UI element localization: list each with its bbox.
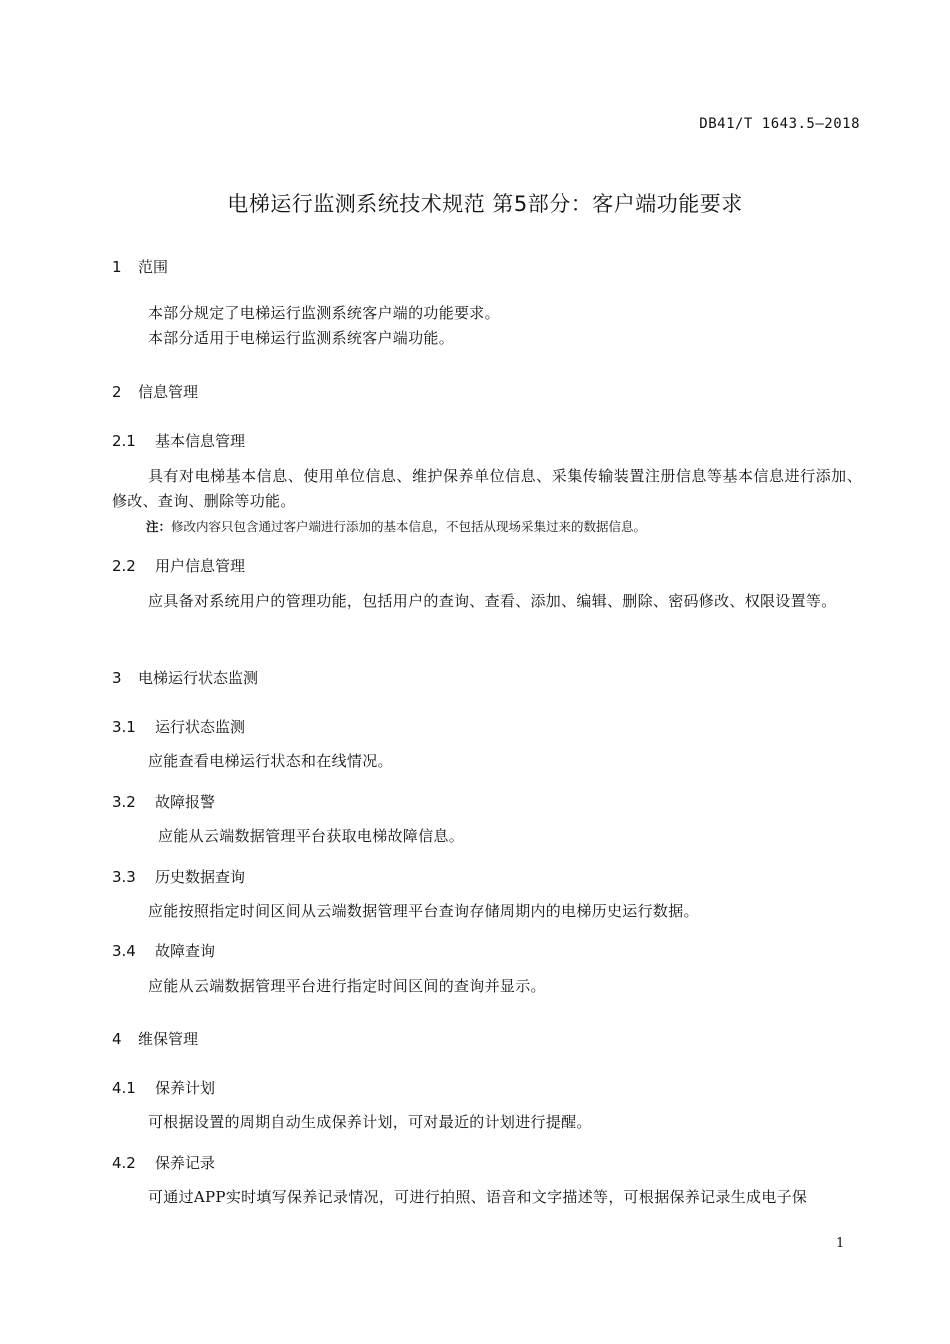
section-number: 3.1 (112, 718, 136, 736)
paragraph: 应能从云端数据管理平台进行指定时间区间的查询并显示。 (148, 977, 546, 995)
section-number: 2.1 (112, 432, 136, 450)
section-3-4-heading (112, 940, 215, 961)
section-3-2-heading (112, 791, 215, 812)
section-4-heading (112, 1028, 198, 1049)
note-label: 注： (146, 519, 172, 534)
section-4-2-heading (112, 1152, 215, 1173)
section-3-heading (112, 667, 258, 688)
section-label: 基本信息管理 (155, 432, 246, 450)
section-label: 维保管理 (138, 1030, 199, 1048)
document-title: 电梯运行监测系统技术规范 第5部分：客户端功能要求 (227, 192, 743, 216)
standard-code: DB41/T 1643.5—2018 (699, 116, 860, 132)
section-number: 4.2 (112, 1154, 136, 1172)
section-4-1-heading (112, 1077, 215, 1098)
section-number: 2 (112, 383, 122, 401)
section-2-2-heading (112, 555, 245, 576)
section-label: 故障查询 (155, 942, 216, 960)
page-number: 1 (836, 1236, 845, 1251)
paragraph: 本部分规定了电梯运行监测系统客户端的功能要求。 (148, 304, 500, 322)
section-number: 3.4 (112, 942, 136, 960)
paragraph: 本部分适用于电梯运行监测系统客户端功能。 (148, 329, 455, 347)
paragraph: 应能按照指定时间区间从云端数据管理平台查询存储周期内的电梯历史运行数据。 (148, 902, 699, 920)
section-label: 信息管理 (138, 383, 199, 401)
section-label: 保养记录 (155, 1154, 216, 1172)
section-number: 1 (112, 258, 122, 276)
section-number: 3.2 (112, 793, 136, 811)
paragraph: 应具备对系统用户的管理功能，包括用户的查询、查看、添加、编辑、删除、密码修改、权限设置等。 (148, 592, 837, 610)
section-3-3-heading (112, 866, 245, 887)
paragraph: 应能查看电梯运行状态和在线情况。 (148, 752, 393, 770)
section-number: 3.3 (112, 868, 136, 886)
section-2-1-heading (112, 430, 245, 451)
section-number: 4 (112, 1030, 122, 1048)
section-number: 4.1 (112, 1079, 136, 1097)
section-number: 3 (112, 669, 122, 687)
section-label: 电梯运行状态监测 (138, 669, 259, 687)
paragraph: 具有对电梯基本信息、使用单位信息、维护保养单位信息、采集传输装置注册信息等基本信息进行添加、修改、查询、删除等功能。 (112, 467, 862, 510)
section-label: 故障报警 (155, 793, 216, 811)
paragraph: 可通过APP实时填写保养记录情况，可进行拍照、语音和文字描述等，可根据保养记录生成电子保 (148, 1188, 808, 1206)
section-3-1-heading (112, 716, 245, 737)
section-label: 运行状态监测 (155, 718, 246, 736)
note-text: 修改内容只包含通过客户端进行添加的基本信息，不包括从现场采集过来的数据信息。 (171, 519, 647, 534)
paragraph: 应能从云端数据管理平台获取电梯故障信息。 (158, 827, 465, 845)
section-label: 范围 (138, 258, 169, 276)
section-label: 保养计划 (155, 1079, 216, 1097)
section-label: 历史数据查询 (155, 868, 246, 886)
paragraph: 可根据设置的周期自动生成保养计划，可对最近的计划进行提醒。 (148, 1113, 592, 1131)
section-1-heading (112, 256, 168, 277)
section-2-heading (112, 381, 198, 402)
section-number: 2.2 (112, 557, 136, 575)
section-label: 用户信息管理 (155, 557, 246, 575)
note (146, 517, 866, 535)
